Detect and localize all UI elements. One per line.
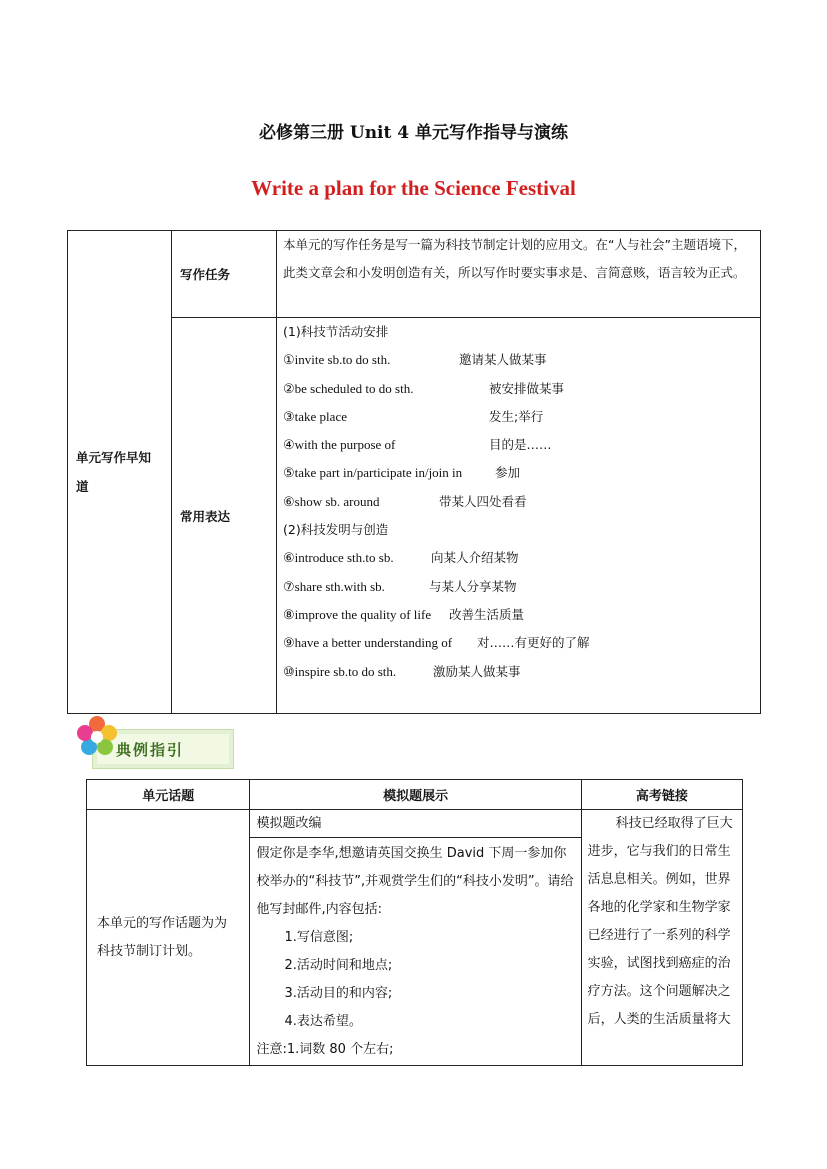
topic-cell: 本单元的写作话题为为科技节制订计划。	[87, 810, 250, 1066]
header-gaokao: 高考链接	[581, 780, 742, 810]
writing-guide-table	[67, 230, 761, 714]
expr-label: 常用表达	[180, 508, 231, 524]
sim-point: 1.写信意图;	[284, 930, 354, 945]
sim-point: 3.活动目的和内容;	[284, 986, 393, 1001]
expr-line: (2)科技发明与创造	[283, 522, 389, 538]
task-text: 本单元的写作任务是写一篇为科技节制定计划的应用文。在“人与社会”主题语境下，此类文章会和小发明创造有关，所以写作时要实事求是、言简意赅，语言较为正式。	[277, 231, 761, 318]
expr-line: ②be scheduled to do sth. 被安排做某事	[283, 380, 565, 396]
page-subtitle: Write a plan for the Science Festival	[251, 176, 576, 200]
sim-note: 注意:1.词数 80 个左右;	[256, 1042, 394, 1057]
example-table	[86, 779, 743, 1066]
sim-point: 2.活动时间和地点;	[284, 958, 393, 973]
sim-title: 模拟题改编	[250, 810, 580, 838]
expr-line: ①invite sb.to do sth. 邀请某人做某事	[283, 352, 547, 368]
task-label-cell	[172, 231, 277, 318]
table-header-row	[87, 780, 743, 810]
row-head-label: 单元写作早知道	[76, 450, 152, 494]
sim-point: 4.表达希望。	[284, 1014, 362, 1029]
expr-line: ⑥show sb. around 带某人四处看看	[283, 493, 527, 509]
expressions-cell	[277, 318, 761, 714]
header-topic: 单元话题	[87, 780, 250, 810]
expr-line: ⑩inspire sb.to do sth. 激励某人做某事	[283, 663, 521, 679]
row-head-cell	[68, 231, 172, 714]
expr-line: (1)科技节活动安排	[283, 324, 389, 339]
expr-line: ④with the purpose of 目的是……	[283, 437, 552, 453]
expr-line: ⑤take part in/participate in/join in 参加	[283, 465, 521, 481]
task-label: 写作任务	[180, 267, 231, 282]
gaokao-cell	[581, 810, 742, 1066]
page-title: 必修第三册 Unit 4 单元写作指导与演练	[258, 123, 569, 143]
sim-intro: 假定你是李华,想邀请英国交换生 David 下周一参加你校举办的“科技节”,并观赏学生们的“科技小发明”。请给他写封邮件,内容包括:	[256, 846, 574, 917]
sim-cell	[250, 810, 581, 1066]
expr-line: ⑨have a better understanding of 对……有更好的了解	[283, 635, 590, 651]
expr-line: ⑧improve the quality of life 改善生活质量	[283, 606, 525, 622]
badge-label: 典例指引	[116, 741, 185, 759]
expr-label-cell	[172, 318, 277, 714]
expr-line: ⑦share sth.with sb. 与某人分享某物	[283, 578, 517, 594]
header-sim: 模拟题展示	[250, 780, 581, 810]
expr-line: ⑥introduce sth.to sb. 向某人介绍某物	[283, 550, 519, 566]
section-badge	[72, 712, 238, 772]
gaokao-text: 科技已经取得了巨大进步，它与我们的日常生活息息相关。例如，世界各地的化学家和生物学家已经进行了一系列的科学实验，试图找到癌症的治疗方法。这个问题解决之后，人类的生活质量将大	[587, 816, 733, 1027]
expr-line: ③take place 发生;举行	[283, 408, 544, 424]
table-row	[87, 810, 743, 1066]
flower-icon	[72, 712, 122, 762]
